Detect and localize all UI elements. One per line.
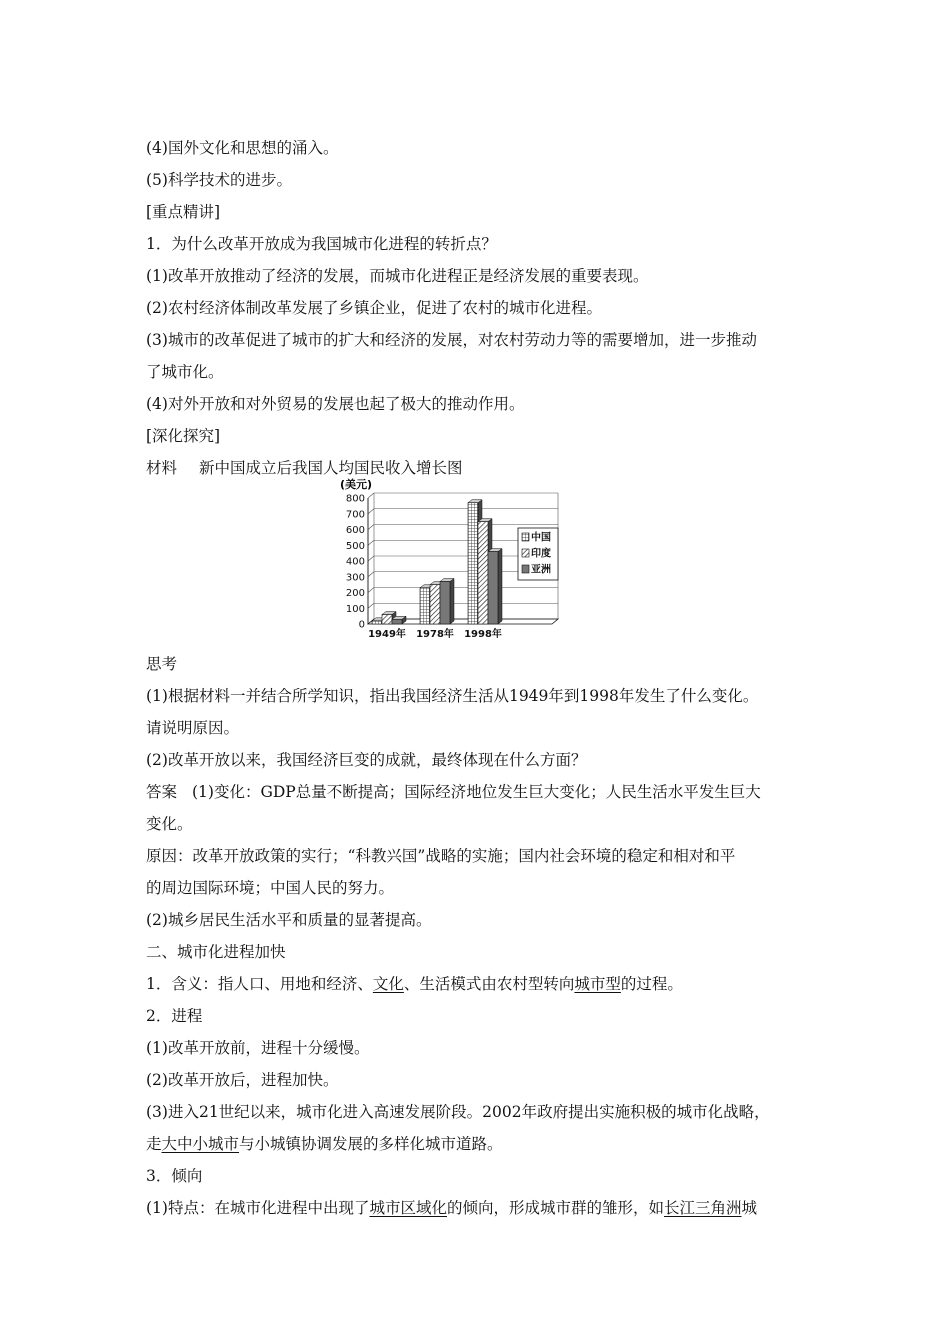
material-title: 新中国成立后我国人均国民收入增长图 xyxy=(199,459,463,477)
y-tick-label: 500 xyxy=(345,540,365,552)
process-text: 与小城镇协调发展的多样化城市道路。 xyxy=(239,1135,503,1153)
gridline-side xyxy=(368,603,374,608)
answer-reason: 原因：改革开放政策的实行；“科教兴国”战略的实施；国内社会环境的稳定和相对和平 xyxy=(146,847,736,865)
trend-text: 城 xyxy=(741,1199,758,1217)
definition-text: 的过程。 xyxy=(620,975,683,993)
bar xyxy=(392,619,402,624)
y-tick-label: 400 xyxy=(345,556,365,568)
bar xyxy=(372,621,382,624)
process-text: 走 xyxy=(146,1135,162,1153)
section-tag: [重点精讲] xyxy=(146,203,221,221)
gridline-side xyxy=(368,493,374,498)
process-2: (2)改革开放后，进程加快。 xyxy=(146,1071,339,1089)
text-line: (2)农村经济体制改革发展了乡镇企业，促进了农村的城市化进程。 xyxy=(146,299,602,317)
legend-label: 印度 xyxy=(531,548,551,560)
definition-text: 、生活模式由农村型转向 xyxy=(403,975,575,993)
bar xyxy=(382,615,392,624)
income-bar-chart xyxy=(330,474,562,644)
y-tick-label: 200 xyxy=(345,588,365,599)
text-line: (5)科学技术的进步。 xyxy=(146,171,292,189)
process-1: (1)改革开放前，进程十分缓慢。 xyxy=(146,1039,370,1057)
process-heading: 2．进程 xyxy=(146,1007,203,1025)
legend-swatch xyxy=(522,565,529,573)
material-label: 材料 xyxy=(146,459,178,477)
bar xyxy=(488,552,498,624)
legend-swatch xyxy=(522,549,529,557)
blank-answer: 城市区域化 xyxy=(369,1199,447,1217)
y-tick-label: 300 xyxy=(345,572,365,584)
x-tick-label: 1978年 xyxy=(416,629,454,640)
blank-answer: 文化 xyxy=(372,975,404,993)
question-2: (2)改革开放以来，我国经济巨变的成就，最终体现在什么方面？ xyxy=(146,751,587,769)
definition xyxy=(146,974,683,994)
x-tick-label: 1949年 xyxy=(368,629,406,640)
bar xyxy=(440,581,450,624)
y-tick-label: 700 xyxy=(345,509,365,521)
think-heading: 思考 xyxy=(146,655,178,673)
gridline-side xyxy=(368,556,374,561)
answer-2: (2)城乡居民生活水平和质量的显著提高。 xyxy=(146,911,432,929)
gridline-side xyxy=(368,540,374,545)
y-unit-label: (美元) xyxy=(340,478,373,491)
trend-heading: 3．倾向 xyxy=(146,1167,203,1185)
bar xyxy=(468,503,478,624)
gridline-side xyxy=(368,525,374,530)
gridline-side xyxy=(368,588,374,593)
bar-side xyxy=(498,549,502,624)
legend-swatch xyxy=(522,533,529,541)
text-line: (1)改革开放推动了经济的发展，而城市化进程正是经济发展的重要表现。 xyxy=(146,267,649,285)
section-tag: [深化探究] xyxy=(146,427,221,445)
bar-side xyxy=(450,578,454,624)
legend-label: 中国 xyxy=(531,532,551,544)
question-1-cont: 请说明原因。 xyxy=(146,719,240,737)
text-line: (4)国外文化和思想的涌入。 xyxy=(146,139,339,157)
definition-text: 1．含义：指人口、用地和经济、 xyxy=(146,975,373,993)
x-tick-label: 1998年 xyxy=(464,629,502,640)
question-heading: 1．为什么改革开放成为我国城市化进程的转折点？ xyxy=(146,235,497,253)
bar xyxy=(430,585,440,624)
text-line: (3)城市的改革促进了城市的扩大和经济的发展，对农村劳动力等的需要增加，进一步推动 xyxy=(146,331,757,349)
y-tick-label: 0 xyxy=(358,619,365,631)
bar xyxy=(420,588,430,624)
text-line: 了城市化。 xyxy=(146,363,224,381)
plot-area xyxy=(346,493,558,640)
process-3: (3)进入21世纪以来，城市化进入高速发展阶段。2002年政府提出实施积极的城市化战略， xyxy=(146,1103,770,1121)
y-tick-label: 600 xyxy=(345,525,365,536)
answer-1-text: (1)变化：GDP总量不断提高；国际经济地位发生巨大变化；人民生活水平发生巨大 xyxy=(192,783,761,801)
answer-1 xyxy=(146,782,761,802)
trend-1 xyxy=(146,1198,757,1218)
question-1: (1)根据材料一并结合所学知识，指出我国经济生活从1949年到1998年发生了什么变化。 xyxy=(146,687,759,705)
process-3-cont xyxy=(146,1134,503,1154)
gridline-side xyxy=(368,509,374,514)
answer-reason-cont: 的周边国际环境；中国人民的努力。 xyxy=(146,879,395,897)
trend-text: (1)特点：在城市化进程中出现了 xyxy=(146,1199,370,1217)
blank-answer: 大中小城市 xyxy=(161,1135,240,1153)
blank-answer: 城市型 xyxy=(574,975,621,993)
trend-text: 的倾向，形成城市群的雏形，如 xyxy=(446,1199,664,1217)
bar xyxy=(478,522,488,624)
section-heading: 二、城市化进程加快 xyxy=(146,943,286,961)
blank-answer: 长江三角洲 xyxy=(664,1199,742,1217)
legend-label: 亚洲 xyxy=(531,564,551,576)
text-line: (4)对外开放和对外贸易的发展也起了极大的推动作用。 xyxy=(146,395,525,413)
answer-1-cont: 变化。 xyxy=(146,815,193,833)
gridline-side xyxy=(368,572,374,577)
y-tick-label: 800 xyxy=(345,493,365,505)
answer-label: 答案 xyxy=(146,783,178,801)
y-tick-label: 100 xyxy=(345,603,365,615)
